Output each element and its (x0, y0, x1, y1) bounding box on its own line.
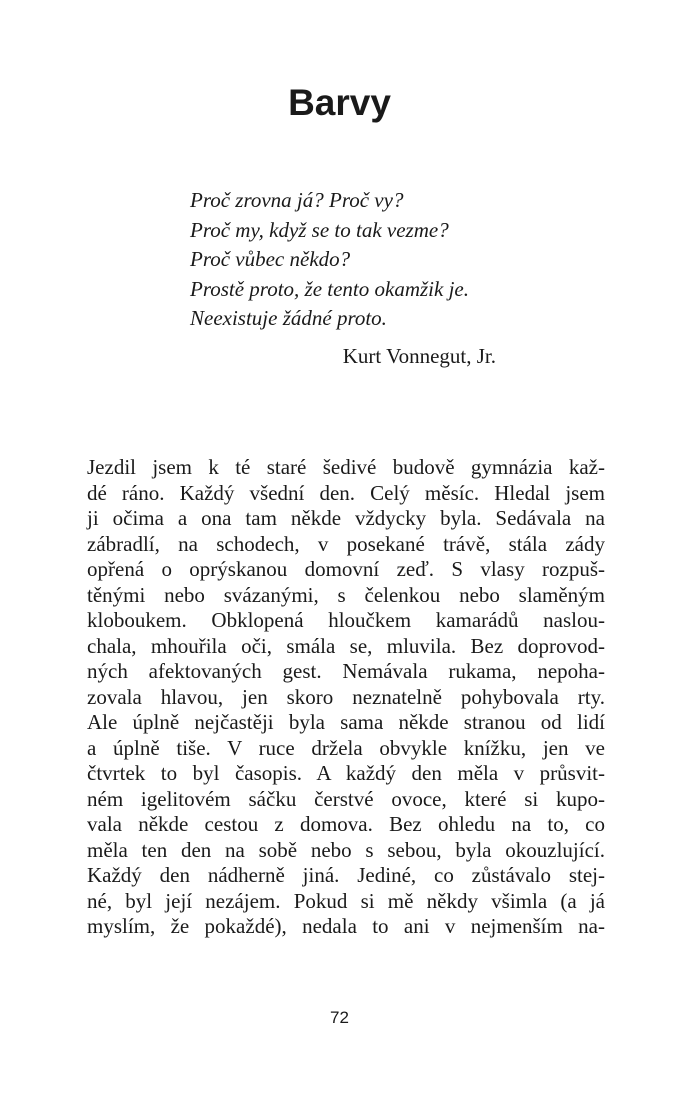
body-line: chala, mhouřila oči, smála se, mluvila. Bez doprovod- (87, 633, 605, 658)
epigraph-line: Prostě proto, že tento okamžik je. (190, 276, 469, 301)
body-line: opřená o oprýskanou domovní zeď. S vlasy rozpuš- (87, 557, 605, 581)
body-line: ném igelitovém sáčku čerstvé ovoce, které si kupo- (87, 786, 605, 811)
body-line: Každý den nádherně jiná. Jediné, co zůstávalo stej- (87, 863, 605, 887)
body-line: Ale úplně nejčastěji byla sama někde stranou od lidí (87, 710, 605, 734)
body-line: vala někde cestou z domova. Bez ohledu na to, co (87, 812, 605, 836)
body-line: ných afektovaných gest. Nemávala rukama, nepoha- (87, 659, 605, 683)
epigraph-line: Neexistuje žádné proto. (190, 306, 387, 330)
epigraph-line: Proč my, když se to tak vezme? (190, 217, 449, 242)
epigraph-line: Proč vůbec někdo? (190, 247, 351, 271)
body-line: Jezdil jsem k té staré šedivé budově gymnázia kaž- (87, 455, 605, 479)
page-number: 72 (330, 1008, 349, 1027)
body-text (87, 455, 605, 940)
chapter-title: Barvy (288, 82, 391, 123)
body-line: myslím, že pokaždé), nedala to ani v nejmenším na- (87, 914, 605, 938)
body-line: měla ten den na sobě nebo s sebou, byla okouzlující. (87, 837, 605, 862)
body-line: dé ráno. Každý všední den. Celý měsíc. Hledal jsem (87, 480, 605, 505)
epigraph-author: Kurt Vonnegut, Jr. (342, 344, 496, 368)
body-line: zovala hlavou, jen skoro neznatelně pohybovala rty. (87, 684, 605, 709)
epigraph-line: Proč zrovna já? Proč vy? (190, 188, 404, 212)
body-line: ji očima a ona tam někde vždycky byla. Sedávala na (87, 506, 605, 530)
body-line: těnými nebo svázanými, s čelenkou nebo slaměným (87, 582, 605, 607)
body-line: kloboukem. Obklopená hloučkem kamarádů naslou- (87, 608, 605, 632)
body-line: zábradlí, na schodech, v posekané trávě, stála zády (87, 531, 605, 556)
body-line: čtvrtek to byl časopis. A každý den měla v průsvit- (87, 761, 605, 785)
epigraph (190, 186, 469, 334)
body-line: a úplně tiše. V ruce držela obvykle knížku, jen ve (87, 735, 605, 760)
body-line: né, byl její nezájem. Pokud si mě někdy všimla (a já (87, 888, 605, 913)
